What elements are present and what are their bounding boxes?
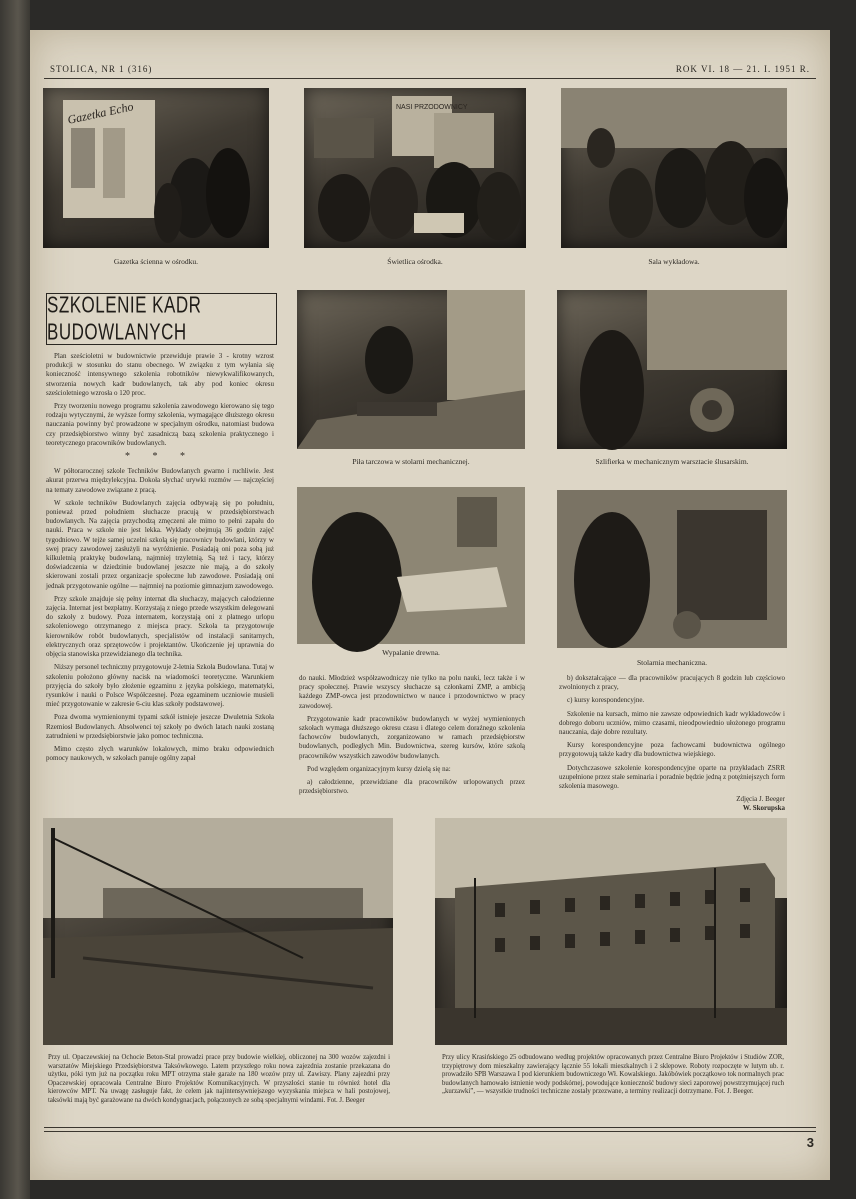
photo-gazetka-text: Gazetka Echo	[66, 99, 135, 127]
photo-wypalanie	[297, 487, 525, 644]
article-paragraph: b) dokształcające — dla pracowników pracujących 8 godzin lub częściowo zwolnionych z pracy,	[559, 674, 785, 692]
article-paragraph: Dotychczasowe szkolenie korespondencyjne oparte na przykładach ZSRR uzupełnione przez stałe seminaria i poradnie będzie jedną z potężniejszych form szkolenia masowego.	[559, 763, 785, 791]
article-paragraph: Kursy korespondencyjne poza fachowcami budownictwa ogólnego przygotowują także kadry dla budownictwa wiejskiego.	[559, 741, 785, 759]
article-paragraph: do nauki. Młodzież współzawodniczy nie tylko na polu nauki, lecz także i w pracy społecznej. Prawie wszyscy słuchacze są członkami ZMP, a ambicją każdego ZMP-owca jest przodownictwo w nauce i przodownictwo w pracy zawodowej.	[299, 674, 525, 710]
caption-sala: Sala wykładowa.	[648, 257, 700, 266]
photo-zajezdnia	[43, 818, 393, 1045]
caption-krasinskiego	[442, 1054, 784, 1097]
caption-gazetka: Gazetka ścienna w ośrodku.	[113, 257, 199, 266]
article-paragraph: W półtorarocznej szkole Techników Budowlanych gwarno i ruchliwie. Jest akurat przerwa międzylekcyjna. Dokoła słychać urywki rozmów — najczęściej na tematy zawodowe związane z pracą.	[46, 467, 274, 494]
photo-pila	[297, 290, 525, 449]
header-left: STOLICA, NR 1 (316)	[50, 64, 153, 74]
photo-swietlica-text: NASI PRZODOWNICY	[396, 104, 468, 111]
footer-rule	[44, 1127, 816, 1132]
caption-krasinskiego-text: Przy ulicy Krasińskiego 25 odbudowano według projektów opracowanych przez Centralne Biuro Projektów i Studiów ZOR, trzypiętrowy dom mieszkalny zawierający łącznie 55 lokali mieszkalnych i 2 sklepowe. Roboty rozpoczęte w lutym ub. r. prowadziło SPB Warszawa I pod kierunkiem budowniczego Wł. Kowalskiego. Jakóbówiek początkowo tok normalnych prac budowlanych hamowało istnienie wody podskórnej, powodujące konieczność budowy sieci zaporowej powstrzymującej ruch „kurzawki”, — wszystkie trudności techniczne zostały przezwane, a terminy realizacji dotrzymane.	[442, 1054, 784, 1096]
article-paragraph: Poza dwoma wymienionymi typami szkół istnieje jeszcze Dwuletnia Szkoła Rzemiosł Budowlanych. Absolwenci tej szkoły po dwóch latach nauki zostaną zatrudnieni w przedsiębiorstwie jako pomoc techniczna.	[46, 713, 274, 740]
article-paragraph: Przy tworzeniu nowego programu szkolenia zawodowego kierowano się tego rodzaju wytycznymi, że wyższe formy szkolenia, wymagające dłuższego okresu nauczania powinny być prowadzone w specjalnym ośrodku, natomiast budowa czy przedsiębiorstwo winny być zasadniczą bazą szkolenia praktycznego i teoretycznego pracowników budowlanych.	[46, 402, 274, 447]
photo-sala	[561, 88, 787, 248]
article-paragraph: a) całodzienne, przewidziane dla pracowników urlopowanych przez przedsiębiorstwo.	[299, 778, 525, 796]
article-paragraph: Plan sześcioletni w budownictwie przewiduje prawie 3 - krotny wzrost produkcji w stosunku do stanu obecnego. W związku z tym wyłania się konieczność intensywnego szkolenia robotników niewykwalifikowanych, stworzenia nowych kadr budowlanych, tak aby pod koniec okresu sześcioletniego wzrosła o 120 proc.	[46, 352, 274, 397]
caption-stolarnia: Stolarnia mechaniczna.	[637, 658, 707, 667]
article-paragraph: Szkolenie na kursach, mimo nie zawsze odpowiednich kadr wykładowców i dobrego doboru uczniów, mimo czasami, nieodpowiednio ułożonego programu nauczania, daje dobre rezultaty.	[559, 709, 785, 737]
article-paragraph: Przy szkole znajduje się pełny internat dla słuchaczy, mających całodzienne zajęcia. Internat jest bezpłatny. Korzystają z niego przede wszystkim delegowani do szkoły z budowy. Poza internatem, korzystają oni z płatnego urlopu szkoleniowego otrzymanego z miejsca pracy. Szkoła ta przygotowuje kierowników robót budowlanych, specjalistów od instalacji sanitarnych, elektrycznych oraz sprzętowców i projektantów. Ukończenie jej uprawnia do objęcia stanowiska przewidzianego dla technika.	[46, 594, 274, 659]
scan-background-left	[0, 0, 30, 1199]
article-column-2	[299, 674, 525, 804]
page-header	[44, 62, 816, 79]
newspaper-page	[30, 30, 830, 1180]
photo-gazetka	[43, 88, 269, 248]
article-paragraph: c) kursy korespondencyjne.	[567, 696, 645, 705]
caption-zajezdnia-credit: Fot. J. Beeger	[326, 1096, 365, 1104]
caption-zajezdnia	[48, 1054, 390, 1106]
article-title: SZKOLENIE KADR BUDOWLANYCH	[47, 292, 202, 345]
article-column-3	[559, 674, 785, 813]
caption-swietlica: Świetlica ośrodka.	[387, 257, 443, 266]
header-right: ROK VI. 18 — 21. I. 1951 R.	[675, 64, 810, 74]
caption-wypalanie: Wypalanie drewna.	[382, 648, 440, 657]
article-paragraph: Pod względem organizacyjnym kursy dzielą się na:	[307, 764, 451, 773]
article-paragraph: Niższy personel techniczny przygotowuje 2-letnia Szkoła Budowlana. Tutaj w szkoleniu położono główny nacisk na wiadomości teoretyczne. Warunkiem przyjęcia do szkoły było złożenie egzaminu z języka polskiego, matematyki, rysunków i nauki o Polsce Współczesnej. Poza egzaminem uczniowie musieli mieć przygotowanie w zakresie 6-ciu klas szkoły podstawowej.	[46, 663, 274, 709]
photo-swietlica	[304, 88, 526, 248]
photo-krasinskiego	[435, 818, 787, 1045]
article-paragraph: W szkole techników Budowlanych zajęcia odbywają się po południu, ponieważ przed południem słuchacze pracują w przedsiębiorstwach budowlanych. Na zajęcia przychodzą zmęczeni ale mimo to pełni zapału do nauki. Praca w szkole nie jest lekka. Wykłady obejmują 36 godzin zajęć tygodniowo. W tejże samej uczelni szkolą się pracownicy budowlani, którzy w swej pracy zawodowej zasłużyli na wyróżnienie. Posiadają oni poza sobą już kilkuletnią praktykę budowlaną, najmniej trzyletnią. Są też i tacy, którzy doświadczenia w dziedzinie budowlanej jeszcze nie mają, a do szkoły skierowani zostali przez organizacje społeczne lub zawodowe. Posiadają oni jednak przygotowanie ogólne — najmniej na poziomie gimnazjum zawodowego.	[46, 498, 274, 590]
section-divider-stars: * * *	[125, 451, 195, 463]
article-title-box	[46, 293, 277, 345]
article-paragraph: Przygotowanie kadr pracowników budowlanych w wyżej wymienionych szkołach wymaga dłuższego okresu czasu i dlatego celem doraźnego szkolenia fachowców budowlanych, zorganizowano w ramach przedsiębiorstw budowlanych, podległych Min. Budownictwa, szereg kursów, które szkolą pracowników wszystkich zawodów budowlanych.	[299, 714, 525, 760]
caption-zajezdnia-text: Przy ul. Opaczewskiej na Ochocie Beton-Stal prowadzi prace przy budowie wielkiej, obliczonej na 300 wozów zajezdni i warsztatów Miejskiego Przedsiębiorstwa Taksówkowego. Latem przyszłego roku nowa zajezdnia zostanie przekazana do użytku, póki tym już na początku roku MPT otrzyma stałe garaże na 180 wozów przy ul. Zawiszy. Plany zajezdni przy Opaczewskiej opracowała Centralne Biuro Projektów Komunikacyjnych. W przyszłości stanie tu również hotel dla kierowców MPT. Na uwagę zasługuje fakt, że celem jak najintensywniejszego wyzyskania miejsca w hali postojowej, taksówki mają być garażowane na dwóch kondygnacjach, połączonych ze sobą specjalnymi windami.	[48, 1054, 390, 1104]
caption-krasinskiego-credit: Fot. J. Beeger.	[714, 1088, 754, 1096]
caption-szlifierka: Szlifierka w mechanicznym warsztacie ślusarskim.	[595, 457, 749, 466]
page-number: 3	[806, 1135, 814, 1150]
photo-credit: Zdjęcia J. Beeger	[736, 795, 785, 804]
photo-szlifierka	[557, 290, 787, 449]
author-signature: W. Skorupska	[742, 804, 785, 813]
article-paragraph: Mimo często złych warunków lokalowych, mimo braku odpowiednich pomocy naukowych, w szkołach panuje ogólny zapał	[46, 744, 274, 763]
photo-stolarnia	[557, 490, 787, 648]
article-column-1	[46, 352, 274, 802]
caption-pila: Piła tarczowa w stolarni mechanicznej.	[352, 457, 470, 466]
